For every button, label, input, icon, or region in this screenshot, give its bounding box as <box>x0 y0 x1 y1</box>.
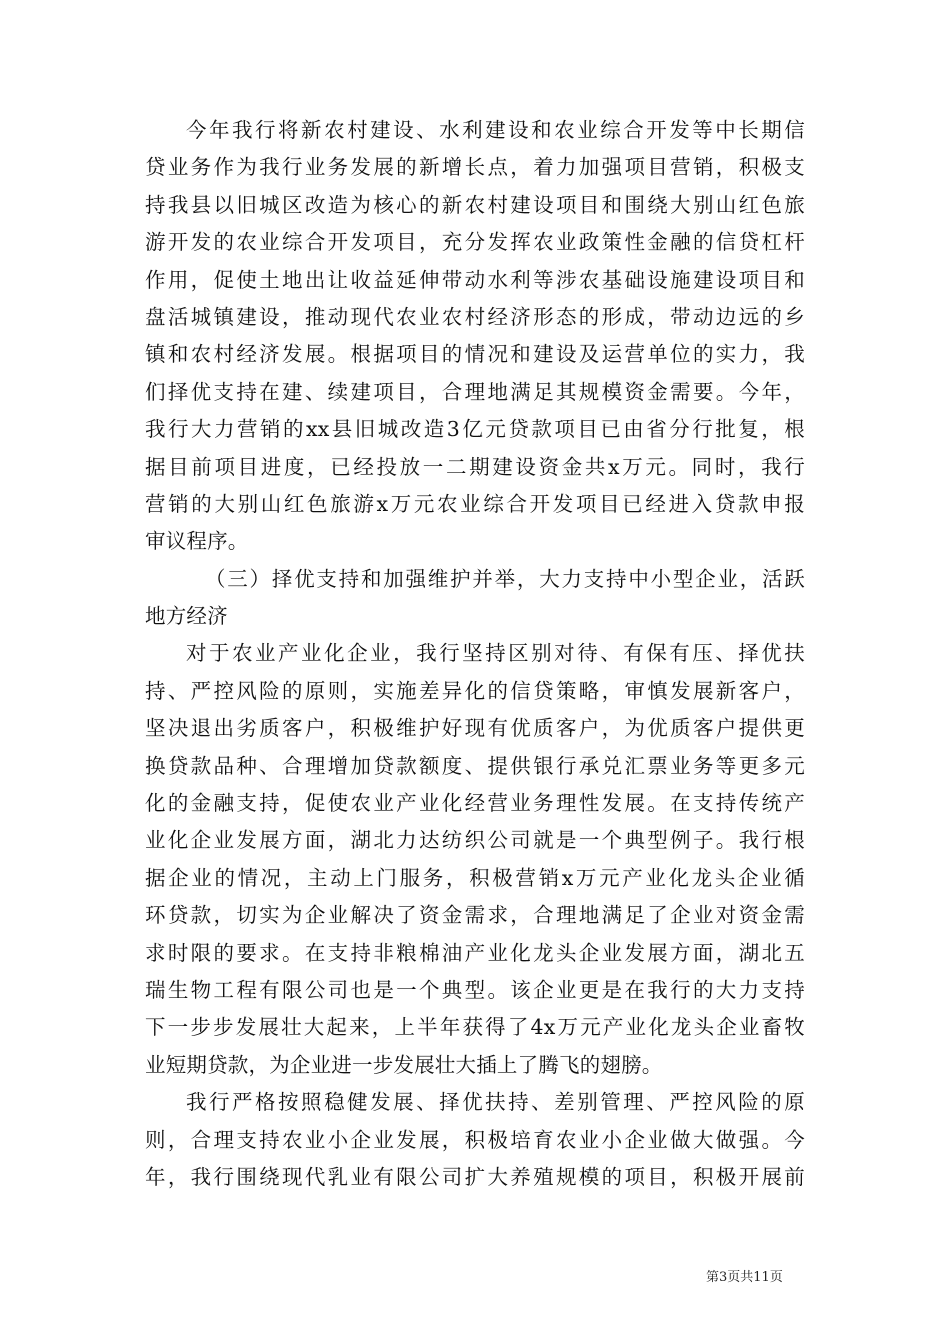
paragraph-line: 持、严控风险的原则，实施差异化的信贷策略，审慎发展新客户， <box>145 678 805 703</box>
paragraph-line: 营销的大别山红色旅游x万元农业综合开发项目已经进入贷款申报 <box>145 491 805 516</box>
paragraph-line: 业化企业发展方面，湖北力达纺织公司就是一个典型例子。我行根 <box>145 828 805 853</box>
paragraph-line: 我行大力营销的xx县旧城改造3亿元贷款项目已由省分行批复，根 <box>145 417 805 442</box>
paragraph-line: 审议程序。 <box>145 529 249 554</box>
paragraph-line: 换贷款品种、合理增加贷款额度、提供银行承兑汇票业务等更多元 <box>145 753 805 778</box>
paragraph-line: 贷业务作为我行业务发展的新增长点，着力加强项目营销，积极支 <box>145 155 805 180</box>
paragraph-line: 镇和农村经济发展。根据项目的情况和建设及运营单位的实力，我 <box>145 342 805 367</box>
paragraph-line: 作用，促使土地出让收益延伸带动水利等涉农基础设施建设项目和 <box>145 267 805 292</box>
section-heading-line: （三）择优支持和加强维护并举，大力支持中小型企业，活跃 <box>205 566 805 591</box>
paragraph-line: 求时限的要求。在支持非粮棉油产业化龙头企业发展方面，湖北五 <box>145 940 805 965</box>
paragraph-line: 业短期贷款，为企业进一步发展壮大插上了腾飞的翅膀。 <box>145 1052 663 1077</box>
paragraph-line: 持我县以旧城区改造为核心的新农村建设项目和围绕大别山红色旅 <box>145 192 805 217</box>
paragraph-line: 坚决退出劣质客户，积极维护好现有优质客户，为优质客户提供更 <box>145 716 805 741</box>
paragraph-line: 对于农业产业化企业，我行坚持区别对待、有保有压、择优扶 <box>186 641 805 666</box>
page-number-footer: 第3页共11页 <box>706 1270 783 1285</box>
paragraph-line: 据目前项目进度，已经投放一二期建设资金共x万元。同时，我行 <box>145 454 805 479</box>
section-heading-line: 地方经济 <box>145 604 228 629</box>
paragraph-line: 年，我行围绕现代乳业有限公司扩大养殖规模的项目，积极开展前 <box>145 1164 805 1189</box>
paragraph-line: 我行严格按照稳健发展、择优扶持、差别管理、严控风险的原 <box>186 1090 805 1115</box>
paragraph-line: 游开发的农业综合开发项目，充分发挥农业政策性金融的信贷杠杆 <box>145 230 805 255</box>
paragraph-line: 则，合理支持农业小企业发展，积极培育农业小企业做大做强。今 <box>145 1127 805 1152</box>
body-text <box>145 112 805 1196</box>
paragraph-line: 今年我行将新农村建设、水利建设和农业综合开发等中长期信 <box>186 118 805 142</box>
paragraph-line: 盘活城镇建设，推动现代农业农村经济形态的形成，带动边远的乡 <box>145 304 805 329</box>
paragraph-line: 们择优支持在建、续建项目，合理地满足其规模资金需要。今年， <box>145 379 805 404</box>
paragraph-line: 化的金融支持，促使农业产业化经营业务理性发展。在支持传统产 <box>145 791 805 816</box>
paragraph-line: 据企业的情况，主动上门服务，积极营销x万元产业化龙头企业循 <box>145 865 805 890</box>
paragraph-line: 瑞生物工程有限公司也是一个典型。该企业更是在我行的大力支持 <box>145 977 805 1002</box>
paragraph-line: 下一步步发展壮大起来，上半年获得了4x万元产业化龙头企业畜牧 <box>145 1015 805 1040</box>
paragraph-line: 环贷款，切实为企业解决了资金需求，合理地满足了企业对资金需 <box>145 903 805 928</box>
